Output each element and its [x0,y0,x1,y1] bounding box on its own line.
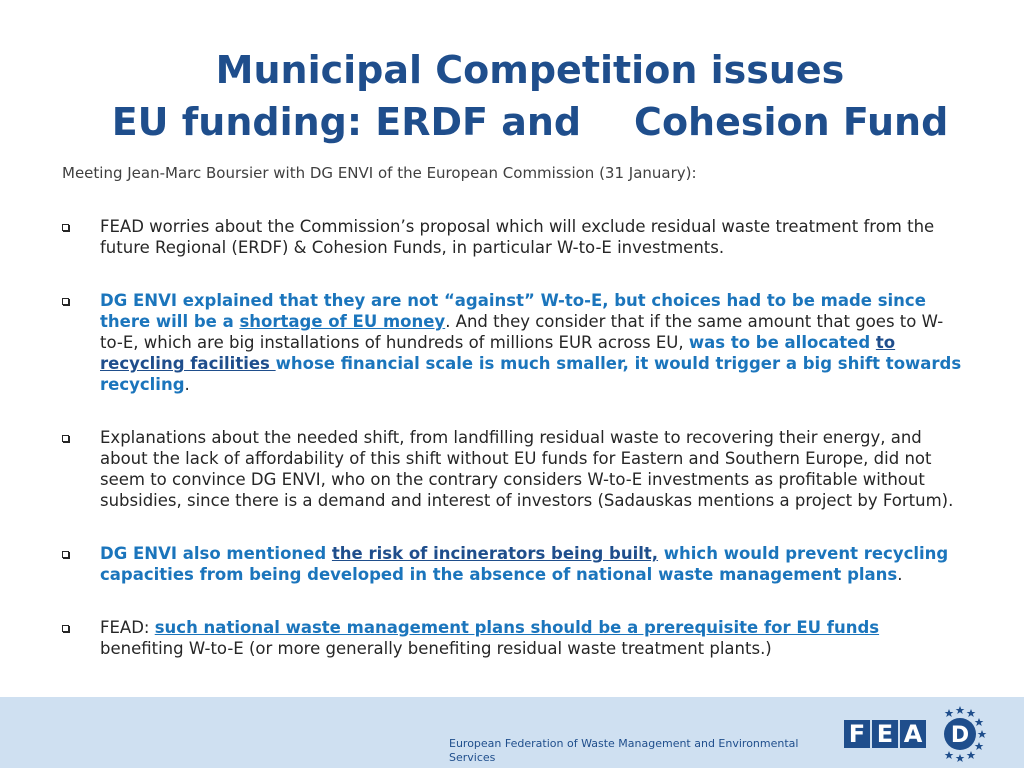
logo-letter-a: A [903,720,923,748]
bullet-highlight: was to be allocated [688,333,876,352]
fead-logo [842,700,992,766]
bullet-highlight: which would prevent recycling capacities from being developed in the absence of national waste management plans [100,544,949,584]
bullet-list [62,216,962,659]
bullet-text: Explanations about the needed shift, from landfilling residual waste to recovering their energy, and about the lack of affordability of this shift without EU funds for Eastern and Southern Europe, did not seem to convince DG ENVI, who on the contrary considers W-to-E investments as profitable without subsidies, since there is a demand and interest of investors (Sadauskas mentions a project by Fortum). [100,428,954,510]
square-bullet-icon [62,224,69,231]
logo-letter-d: D [950,723,970,748]
bullet-text: FEAD: [100,618,155,637]
square-bullet-icon [62,625,69,632]
bullet-item [62,216,962,258]
logo-letter-f: F [848,720,866,748]
logo-letter-e: E [876,720,894,748]
title-line-2: EU funding: ERDF and Cohesion Fund [111,100,949,144]
bullet-item [62,617,962,659]
bullet-highlight: DG ENVI also mentioned [100,544,332,563]
bullet-text: . [897,565,903,584]
square-bullet-icon [62,551,69,558]
bullet-text: FEAD worries about the Commission’s proposal which will exclude residual waste treatment from the future Regional (ERDF) & Cohesion Funds, in particular W-to-E investments. [100,217,935,257]
bullet-underlined-text: the risk of incinerators being built, [331,544,659,563]
bullet-item [62,543,962,585]
bullet-text: . [184,375,190,394]
bullet-underlined-highlight: shortage of EU money [239,312,446,331]
title-line-1: Municipal Competition issues [215,48,845,92]
square-bullet-icon [62,298,69,305]
intro-text: Meeting Jean-Marc Boursier with DG ENVI of the European Commission (31 January): [62,164,697,182]
bullet-text: benefiting W-to-E (or more generally benefiting residual waste treatment plants.) [100,639,772,658]
bullet-highlight: DG ENVI explained that they are not “against” W-to-E, but choices had to be made since there will be a [100,291,926,331]
bullet-text: . And they consider that if the same amount that goes to W-to-E, which are big installations of hundreds of millions EUR across EU, [100,312,944,352]
bullet-item [62,290,962,395]
bullet-highlight: whose financial scale is much smaller, it would trigger a big shift towards recycling [100,354,962,394]
footer-organization: European Federation of Waste Management and Environmental Services [449,737,799,764]
square-bullet-icon [62,435,69,442]
bullet-underlined-text: to recycling facilities [100,333,896,373]
bullet-item [62,427,962,511]
bullet-underlined-highlight: such national waste management plans should be a prerequisite for EU funds [154,618,880,637]
slide-title [60,44,1000,148]
